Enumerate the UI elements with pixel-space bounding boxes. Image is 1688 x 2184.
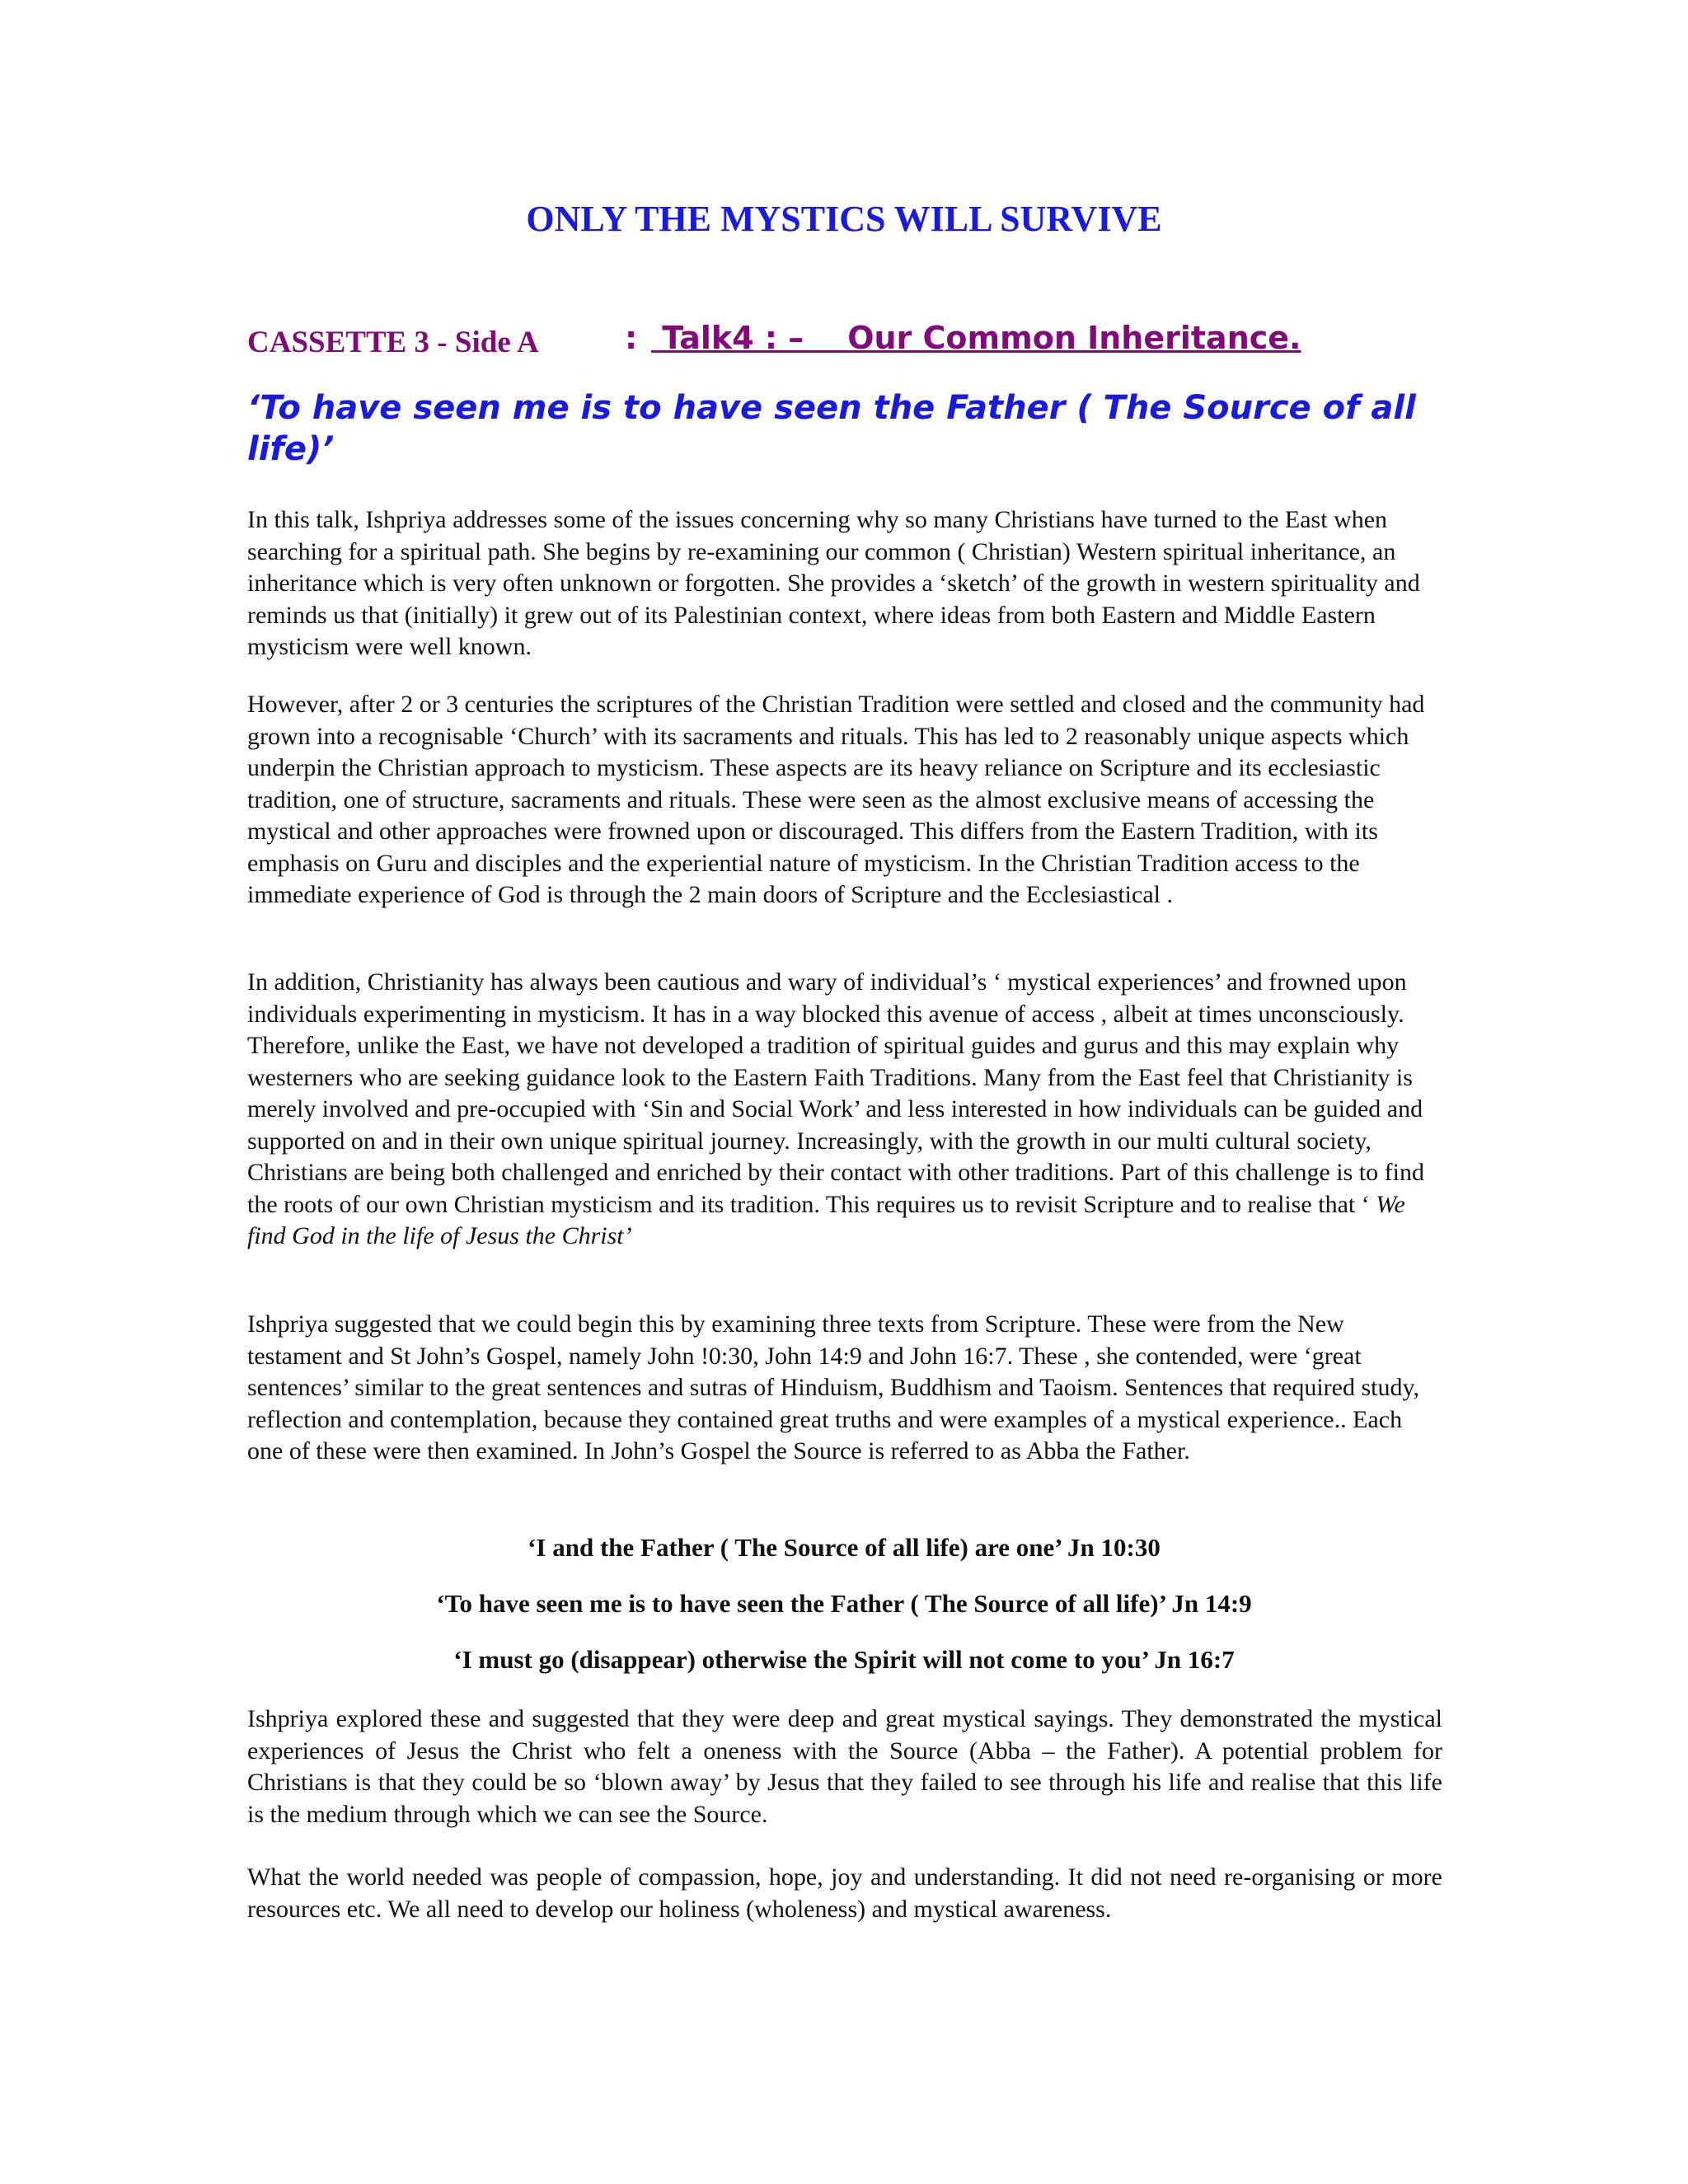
paragraph-mystical-experience-text: In addition, Christianity has always been cautious and wary of individual’s ‘ mystical experiences’ and frowned upon individuals experimenting in mysticism. It has in a way blocked this avenue of access , albeit at times unconsciously. Therefore, unlike the East, we have not developed a tradition of spiritual guides and gurus and this may explain why westerners who are seeking guidance look to the Eastern Faith Traditions. Many from the East feel that Christianity is merely involved and pre-occupied with ‘Sin and Social Work’ and less interested in how individuals can be guided and supported on and in their own unique spiritual journey. Increasingly, with the growth in our multi cultural society, Christians are being both challenged and enriched by their contact with other traditions. Part of this challenge is to find the roots of our own Christian mysticism and its tradition. This requires us to revisit Scripture and to realise that ‘ [247,968,1424,1218]
subtitle-quote: ‘To have seen me is to have seen the Father ( The Source of all life)’ [247,389,1416,468]
paragraph-intro: In this talk, Ishpriya addresses some of the issues concerning why so many Christians have turned to the East when searching for a spiritual path. She begins by re-examining our common ( Christian) Western spiritual inheritance, an inheritance which is very often unknown or forgotten. She provides a ‘sketch’ of the growth in western spirituality and reminds us that (initially) it grew out of its Palestinian context, where ideas from both Eastern and Middle Eastern mysticism were well known. [247,506,1420,660]
paragraph-mystical-experience [247,967,1442,1253]
heading-colon: : [625,320,638,356]
paragraph-mystical-sayings: Ishpriya explored these and suggested that they were deep and great mystical sayings. They demonstrated the mystical experiences of Jesus the Christ who felt a oneness with the Source (Abba – the Father). A potential problem for Christians is that they could be so ‘blown away’ by Jesus that they failed to see through his life and realise that this life is the medium through which we can see the Source. [247,1705,1442,1828]
paragraph-world-needs: What the world needed was people of compassion, hope, joy and understanding. It did not need re-organising or more resources etc. We all need to develop our holiness (wholeness) and mystical awareness. [247,1863,1442,1923]
paragraph-church-tradition: However, after 2 or 3 centuries the scriptures of the Christian Tradition were settled and closed and the community had grown into a recognisable ‘Church’ with its sacraments and rituals. This has led to 2 reasonably unique aspects which underpin the Christian approach to mysticism. These aspects are its heavy reliance on Scripture and its ecclesiastic tradition, one of structure, sacraments and rituals. These were seen as the almost exclusive means of accessing the mystical and other approaches were frowned upon or discouraged. This differs from the Eastern Tradition, with its emphasis on Guru and disciples and the experiential nature of mysticism. In the Christian Tradition access to the immediate experience of God is through the 2 main doors of Scripture and the Ecclesiastical . [247,691,1425,908]
paragraph-three-texts: Ishpriya suggested that we could begin this by examining three texts from Scripture. These were from the New testament and St John’s Gospel, namely John !0:30, John 14:9 and John 16:7. These , she contended, were ‘great sentences’ similar to the great sentences and sutras of Hinduism, Buddhism and Taoism. Sentences that required study, reflection and contemplation, because they contained great truths and were examples of a mystical experience.. Each one of these were then examined. In John’s Gospel the Source is referred to as Abba the Father. [247,1310,1420,1465]
scripture-quote-jn-16-7: ‘I must go (disappear) otherwise the Spirit will not come to you’ Jn 16:7 [453,1645,1235,1674]
cassette-label: CASSETTE 3 - Side A [247,326,539,359]
talk-title: Talk4 : – Our Common Inheritance. [651,320,1301,356]
talk-heading [247,320,1451,369]
document-title: ONLY THE MYSTICS WILL SURVIVE [526,199,1162,239]
paragraph-italic-phrase: We find God in the life of Jesus the Christ’ [247,1190,1405,1249]
scripture-quote-jn-10-30: ‘I and the Father ( The Source of all life) are one’ Jn 10:30 [528,1533,1160,1562]
scripture-quote-jn-14-9: ‘To have seen me is to have seen the Father ( The Source of all life)’ Jn 14:9 [436,1589,1252,1618]
